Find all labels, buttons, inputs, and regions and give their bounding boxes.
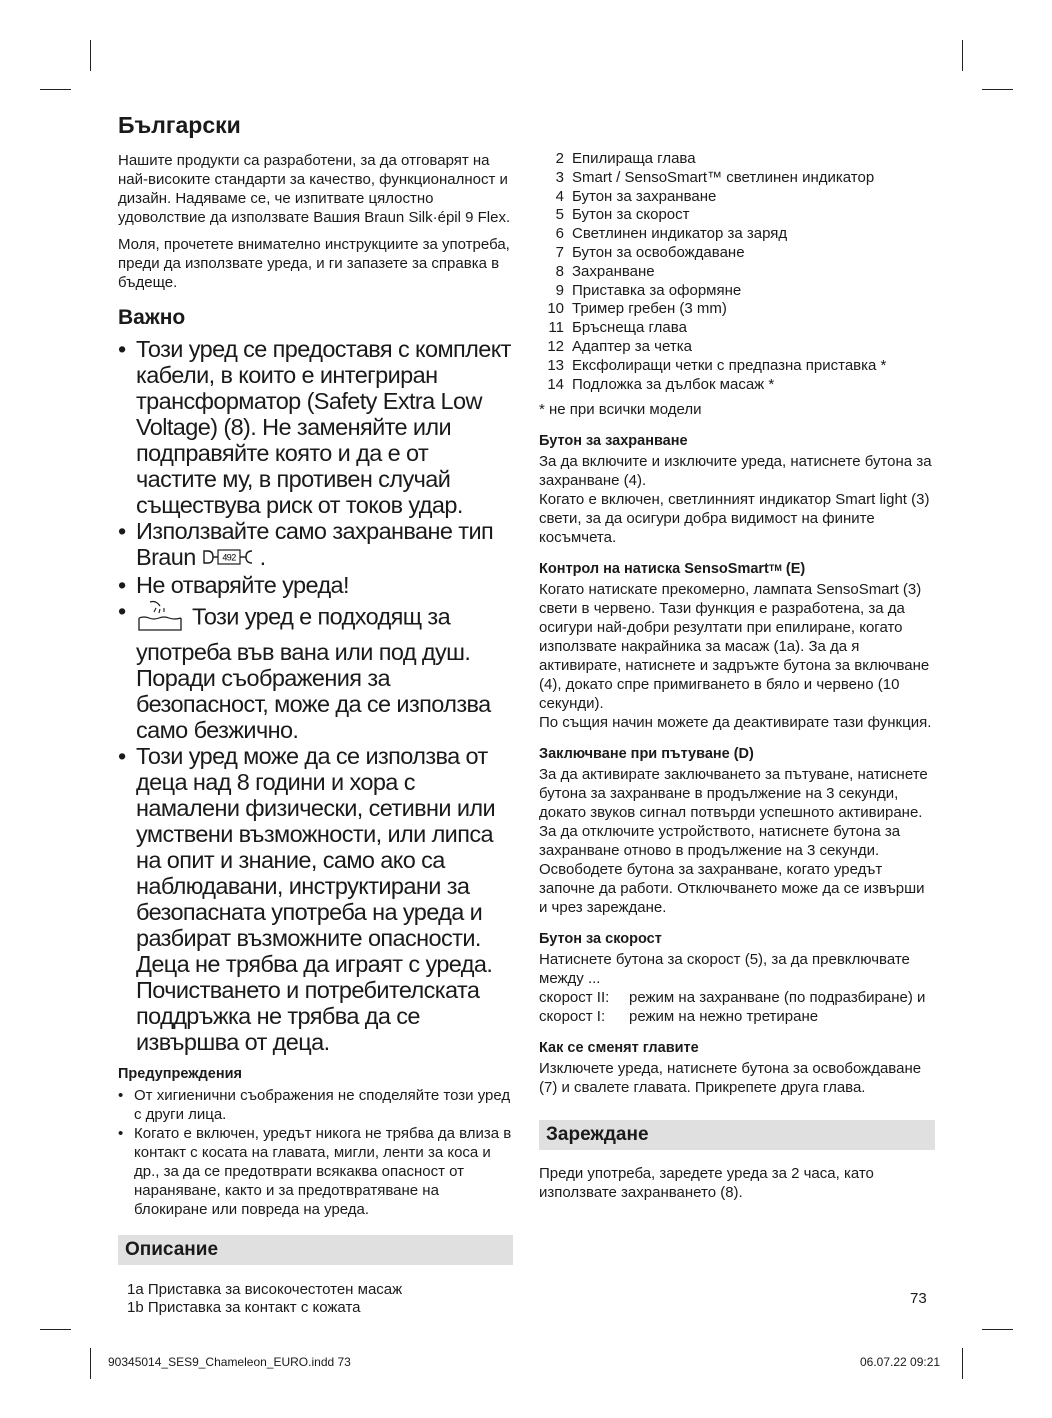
- footer-file: 90345014_SES9_Chameleon_EURO.indd 73: [108, 1355, 351, 1369]
- crop-mark: [982, 89, 1013, 90]
- description-item: 1a Приставка за високочестотен масаж: [127, 1280, 403, 1298]
- crop-mark: [982, 1329, 1013, 1330]
- intro-paragraph: Моля, прочетете внимателно инструкциите за употреба, преди да използвате уреда, и ги запазете за справка в бъдеще.: [118, 236, 510, 291]
- part-label: Епилираща глава: [572, 150, 696, 167]
- intro-paragraph: Нашите продукти са разработени, за да отговарят на най-високите стандарти за качество, функционалност и дизайн. Надяваме се, че изпитвате цялостно удоволствие да използвате Вашия Braun Silk·épil 9 Flex.: [118, 152, 511, 226]
- description-heading: Описание: [118, 1235, 513, 1265]
- parts-list: [539, 150, 935, 394]
- description-list: [118, 1281, 513, 1317]
- part-number: 4: [555, 187, 564, 205]
- speed-row: [539, 1007, 935, 1026]
- part-item: [539, 188, 935, 207]
- important-heading: Важно: [118, 306, 186, 329]
- heads-heading: Как се сменят главите: [539, 1040, 699, 1057]
- crop-mark: [962, 40, 963, 71]
- travel-lock-heading: Заключване при пътуване (D): [539, 746, 754, 763]
- part-label: Захранване: [572, 262, 655, 280]
- part-item: [539, 300, 935, 319]
- power-button-text: За да включите и изключите уреда, натиснете бутона за захранване (4). Когато е включен, светлинният индикатор Smart light (3) свети, за да осигури добра видимост на фините косъмчета.: [539, 453, 932, 547]
- part-number: 14: [547, 375, 564, 393]
- part-item: [539, 206, 935, 225]
- part-number: 8: [555, 262, 564, 280]
- power-button-heading: Бутон за захранване: [539, 433, 688, 450]
- part-number: 9: [555, 281, 564, 299]
- important-bullet: • Този уред може да се използва от деца над 8 години и хора с намалени физически, сетивни или умствени възможности, или липса на опит и знание, само ако са наблюдавани, инструктирани за безопасната употреба на уреда и разбират възможните опасности. Деца не трябва да играят с уреда. Почистването и потребителската поддръжка не трябва да се извършва от деца.: [118, 742, 495, 1055]
- travel-lock-text: За да активирате заключването за пътуване, натиснете бутона за захранване в продължение на 3 секунди, докато звуков сигнал потвърди успешното активиране. За да отключите устройството, натиснете бутона за захранване отново в продължение на 3 секунди. Освободете бутона за захранване, когато уредът започне да работи. Отключването може да се извърши и чрез зареждане.: [539, 766, 928, 917]
- important-bullet: • Използвайте само захранване тип Braun 492 .: [118, 518, 494, 570]
- speed-row: [539, 988, 935, 1007]
- part-label: Светлинен индикатор за заряд: [572, 225, 788, 243]
- part-label: Бутон за захранване: [572, 187, 717, 205]
- speed-label: скорост II:: [539, 989, 610, 1007]
- part-item: [539, 282, 935, 301]
- part-item: [539, 150, 935, 169]
- part-item: [539, 225, 935, 244]
- part-number: 13: [547, 356, 564, 374]
- shower-bath-icon: [136, 598, 184, 639]
- charging-text: Преди употреба, заредете уреда за 2 часа, като използвате захранването (8).: [539, 1165, 874, 1202]
- part-label: Smart / SensoSmart™ светлинен индикатор: [572, 168, 875, 186]
- part-label: Бутон за освобождаване: [572, 243, 745, 261]
- part-item: [539, 319, 935, 338]
- page-number: 73: [910, 1290, 927, 1307]
- part-number: 7: [555, 243, 564, 261]
- part-label: Ексфолиращи четки с предпазна приставка *: [572, 356, 887, 374]
- part-item: [539, 338, 935, 357]
- power-supply-icon: [202, 546, 260, 572]
- crop-mark: [962, 1348, 963, 1379]
- heads-text: Изключете уреда, натиснете бутона за освобождаване (7) и свалете главата. Прикрепете друга глава.: [539, 1060, 922, 1097]
- part-number: 5: [555, 206, 564, 224]
- warnings-heading: Предупреждения: [118, 1065, 242, 1082]
- part-label: Подложка за дълбок масаж *: [572, 375, 775, 393]
- crop-mark: [90, 40, 91, 71]
- part-item: [539, 357, 935, 376]
- senso-text: Когато натискате прекомерно, лампата SensoSmart (3) свети в червено. Тази функция е разработена, за да осигури най-добри резултати при епилиране, когато използвате накрайника за масаж (1a). За да я активирате, натиснете и задръжте бутона за включване (4), докато спре примигването в бяло и червено (10 секунди). По същия начин можете да деактивирате тази функция.: [539, 581, 932, 732]
- senso-heading: Контрол на натиска SensoSmart™ (E): [539, 561, 806, 578]
- part-item: [539, 169, 935, 188]
- crop-mark: [90, 1348, 91, 1379]
- part-item: [539, 376, 935, 395]
- part-label: Бутон за скорост: [572, 206, 690, 224]
- left-column: [118, 112, 513, 1317]
- part-number: 6: [555, 225, 564, 243]
- part-label: Адаптер за четка: [572, 337, 692, 355]
- parts-note: * не при всички модели: [539, 401, 702, 419]
- speed-value: режим на захранване (по подразбиране) и: [629, 989, 926, 1007]
- part-item: [539, 244, 935, 263]
- footer-date: 06.07.22 09:21: [860, 1355, 941, 1369]
- part-number: 10: [547, 300, 564, 318]
- speed-value: режим на нежно третиране: [629, 1008, 819, 1026]
- part-number: 12: [547, 337, 564, 355]
- description-item: 1b Приставка за контакт с кожата: [127, 1298, 361, 1316]
- warning-item: • Когато е включен, уредът никога не трябва да влиза в контакт с косата на главата, мигли, ленти за коса и др., за да се предотврати всякаква опасност от нараняване, както и за предотвратяване на блокиране или повреда на уреда.: [118, 1124, 512, 1218]
- speed-label: скорост I:: [539, 1008, 606, 1026]
- part-item: [539, 263, 935, 282]
- important-bullet: • Този уред се предоставя с комплект кабели, в които е интегриран трансформатор (Safety Extra Low Voltage) (8). Не заменяйте или подправяйте която и да е от частите му, в противен случай съществува риск от токов удар.: [118, 336, 511, 518]
- important-bullet: • Не отваряйте уреда!: [118, 571, 349, 598]
- part-number: 2: [555, 150, 564, 167]
- power-code-text: 492: [222, 552, 236, 563]
- crop-mark: [40, 89, 71, 90]
- crop-mark: [40, 1329, 71, 1330]
- part-label: Бръснеща глава: [572, 319, 687, 337]
- part-number: 3: [555, 168, 564, 186]
- warning-item: • От хигиенични съображения не споделяйте този уред с други лица.: [118, 1086, 511, 1123]
- speed-intro: Натиснете бутона за скорост (5), за да превключвате между ...: [539, 951, 910, 988]
- right-column: [539, 150, 935, 1210]
- important-bullet: • Този уред е подходящ за употреба във вана или под душ. Поради съображения за безопасност, може да се използва само безжично.: [118, 597, 491, 743]
- charging-heading: Зареждане: [539, 1120, 935, 1150]
- speed-heading: Бутон за скорост: [539, 931, 662, 948]
- part-label: Тример гребен (3 mm): [572, 300, 727, 318]
- part-label: Приставка за оформяне: [572, 281, 742, 299]
- part-number: 11: [548, 319, 564, 337]
- page-title: Български: [118, 112, 241, 138]
